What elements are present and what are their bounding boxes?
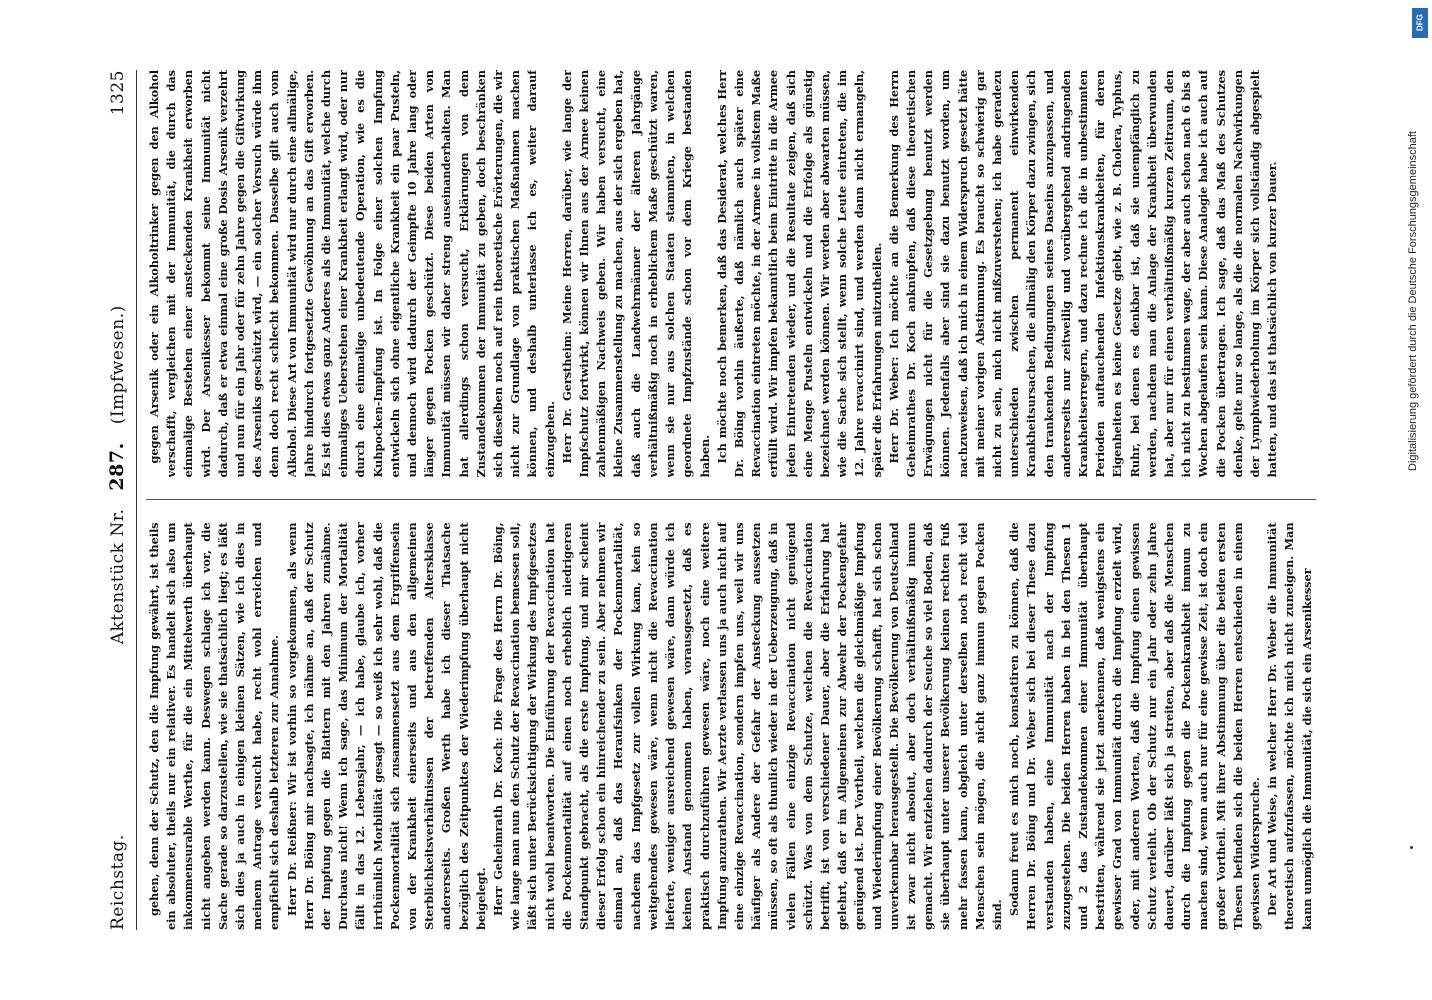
document-page [76, 30, 1356, 970]
paragraph: Herr Dr. Reißner: Wir ist vorhin so vorgekommen, als wenn Herr Dr. Böing mir nachsagte, ich nähme an, daß der Schutz der Impfung gegen die Blattern mit den Jahren zunähme. Durchaus nicht! Wenn ich sage, das Minimum der Mortalität fällt in das 12. Lebensjahr, — ich habe, glaube ich, vorher irrthümlich Morbilität gesagt — so weiß ich sehr wohl, daß die Pockenmortalität sich zusammensetzt aus dem Ergriffensein von der Krankheit einerseits und aus den allgemeinen Sterblichkeitsverhältnissen der betreffenden Altersklasse andererseits. Großen Werth habe ich dieser Thatsache bezüglich des Zeitpunktes der Wiederimpfung überhaupt nicht beigelegt. [284, 522, 488, 930]
paragraph: gehen, denn der Schutz, den die Impfung gewährt, ist theils ein absoluter, theils nur ein relativer. Es handelt sich also um inkommensurable Werthe, für die ein Mittelwerth überhaupt nicht angeben werden kann. Deswegen schlage ich vor, die Sache gerade so darzustellen, wie sie thatsächlich liegt; es läßt sich dies ja auch in einigen kleinen Sätzen, wie ich dies in meinem Antrage versucht habe, recht wohl erreichen und empfiehlt sich deshalb letzteren zur Annahme. [147, 522, 282, 930]
paragraph: Der Art und Weise, in welcher Herr Dr. Weber die Immunität theoretisch aufzufassen, möchte ich mich nicht zuneigen. Man kann unmöglich die Immunität, die sich ein Arsenikesser [1265, 522, 1314, 930]
column-divider [146, 500, 1316, 501]
right-column [146, 70, 1316, 478]
digitization-notice-text: Digitalisierung gefördert durch die Deutsche Forschungsgemeinschaft [1407, 131, 1419, 471]
text-columns [146, 70, 1316, 930]
paragraph: Herr Dr. Gerstheim: Meine Herren, darüber, wie lange der Impfschutz fortwirkt, können wir Ihnen aus der Armee keinen zahlenmäßigen Nachweis geben. Wir haben versucht, eine kleine Zusammenstellung zu machen, aus der sich ergeben hat, daß auch die Landwehrmänner der älteren Jahrgänge verhältnißmäßig noch in erheblichem Maße geschützt waren, wenn sie nur aus solchen Staaten stammten, in welchen geordnete Impfzustände schon vor dem Kriege bestanden haben. [559, 70, 712, 478]
header-topic: (Impfwesen.) [108, 305, 128, 425]
header-center [106, 305, 128, 644]
paragraph: Ich möchte noch bemerken, daß das Desiderat, welches Herr Dr. Böing vorhin äußerte, daß nämlich auch später eine Revaccination eintreten möchte, in der Armee in vollstem Maße erfüllt wird. Wir impfen bekanntlich beim Eintritte in die Armee jeden Eintretenden wieder, und die Resultate zeigen, daß sich eine Menge Pusteln entwickeln und die Erfolge als günstig bezeichnet werden können. Wir werden aber abwarten müssen, wie die Sache sich stellt, wenn solche Leute eintreten, die im 12. Jahre revaccinirt sind, und werden dann nicht ermangeln, später die Erfahrungen mitzutheilen. [714, 70, 884, 478]
paragraph: gegen Arsenik oder ein Alkoholtrinker gegen den Alkohol verschafft, vergleichen mit der Immunität, die durch das einmalige Bestehen einer ansteckenden Krankheit erworben wird. Der Arsenikesser bekommt seine Immunität nicht dadurch, daß er etwa einmal eine große Dosis Arsenik verzehrt und nun für ein Jahr oder für zehn Jahre gegen die Giftwirkung des Arseniks geschützt wird, — ein solcher Versuch würde ihm denn doch recht schlecht bekommen. Dasselbe gilt auch vom Alkohol. Diese Art von Immunität wird nur durch eine allmälige, Jahre hindurch fortgesetzte Gewöhnung an das Gift erworben. Es ist dies etwas ganz Anderes als die Immunität, welche durch einmaliges Ueberstehen einer Krankheit erlangt wird, oder nur durch eine einmalige unbedeutende Operation, wie es die Kuhpocken-Impfung ist. In Folge einer solchen Impfung entwickeln sich ohne eigentliche Krankheit ein paar Pusteln, und dennoch wird dadurch der Geimpfte 10 Jahre lang oder länger gegen Pocken geschützt. Diese beiden Arten von Immunität müssen wir daher streng auseinanderhalten. Man hat allerdings schon versucht, Erklärungen von dem Zustandekommen der Immunität zu geben, doch beschränken sich dieselben noch auf rein theoretische Erörterungen, die wir nicht zur Grundlage von praktischen Maßnahmen machen können, und deshalb unterlasse ich es, weiter darauf einzugehen. [147, 70, 557, 478]
header-document-label: Aktenstück Nr. [108, 508, 128, 645]
paragraph: Herr Geheimrath Dr. Koch: Die Frage des Herrn Dr. Böing, wie lange man nun den Schutz der Revaccination bemessen soll, läßt sich unter Berücksichtigung der Wirkung des Impfgesetzes nicht wohl beantworten. Die Einführung der Revaccination hat die Pockenmortalität auf einen noch erheblich niedrigeren Standpunkt gebracht, als die erste Impfung, und mir scheint dieser Erfolg schon ein hinreichender zu sein. Aber nehmen wir einmal an, daß das Heraufsinken der Pockenmortalität, nachdem das Impfgesetz zur vollen Wirkung kam, kein so weitgehendes gewesen wäre, wenn nicht die Revaccination lieferte, weniger ausreichend gewesen wäre, dann würde ich keinen Anstand genommen haben, vorausgesetzt, daß es praktisch durchzuführen gewesen wäre, noch eine weitere Impfung anzurathen. Wir Aerzte verlassen uns ja auch nicht auf eine einzige Revaccination, sondern impfen uns, weil wir uns häufiger als Andere der Gefahr der Ansteckung aussetzen müssen, so oft als thunlich wieder in der Ueberzeugung, daß in vielen Fällen eine einzige Revaccination nicht genügend schützt. Was von dem Schutze, welchen die Revaccination betrifft, ist von verschiedener Dauer, aber die Erfahrung hat gelehrt, daß er im Allgemeinen zur Abwehr der Pockengefahr genügend ist. Der Vortheil, welchen die gleichmäßige Impfung und Wiederimpfung einer Bevölkerung schafft, hat sich schon unverkennbar herausgestellt. Die Bevölkerung von Deutschland ist zwar nicht absolut, aber doch verhältnißmäßig immun gemacht. Wir entziehen dadurch der Seuche so viel Boden, daß sie überhaupt unter unserer Bevölkerung keinen rechten Fuß mehr fassen kann, obgleich unter derselben noch recht viel Menschen sein mögen, die nicht ganz immun gegen Pocken sind. [491, 522, 1004, 930]
header-document-number: 287. [106, 442, 128, 491]
paragraph: Sodann freut es mich noch, konstatiren zu können, daß die Herren Dr. Böing und Dr. Weber sich bei dieser These dazu verstanden haben, eine Immunität nach der Impfung zuzugestehen. Die beiden Herren haben in bei den Thesen 1 und 2 das Zustandekommen einer Immunität überhaupt bestritten, während sie jetzt anerkennen, daß wenigstens ein gewisser Grad von Immunität durch die Impfung erzielt wird, oder, mit anderen Worten, daß die Impfung einen gewissen Schutz verleiht. Ob der Schutz nur ein Jahr oder zehn Jahre dauert, darüber läßt sich ja streiten, aber daß die Menschen durch die Impfung gegen die Pockenkrankheit immun zu machen sind, wenn auch nur für eine gewisse Zeit, ist doch ein großer Vortheil. Mit ihrer Abstimmung über die beiden ersten Thesen befinden sich die beiden Herren entschieden in einem gewissen Widerspruche. [1007, 522, 1262, 930]
digitization-notice [1398, 8, 1428, 598]
scan-speck [1410, 846, 1413, 849]
page-number: 1325 [108, 70, 128, 116]
dfg-logo: DFG [1412, 8, 1428, 38]
left-column [146, 523, 1316, 931]
paragraph: Herr Dr. Weber: Ich möchte an die Bemerkung des Herrn Geheimrathes Dr. Koch anknüpfen, daß diese theoretischen Erwägungen nicht für die Gesetzgebung benutzt werden können. Jedenfalls aber sind sie dazu benutzt worden, um nachzuweisen, daß ich mich in einem Widerspruch gesetzt hätte mit meiner vorigen Abstimmung. Es braucht so schwierig gar nicht zu sein, mich nicht mißzuverstehen; ich habe geradezu unterschieden zwischen permanent einwirkenden Krankheitsursachen, die allmälig den Körper dazu zwingen, sich den trankenden Bedingungen seines Daseins anzupassen, und andererseits nur zeitweilig und vorübergehend andringenden Krankheitserregern, und dazu rechne ich die in unbestimmten Perioden auftauchenden Infektionskrankheiten, für deren Eigenheiten es keine Gesetze giebt, wie z. B. Cholera, Typhus, Ruhr, bei denen es denkbar ist, daß sie unempfänglich zu werden, nachdem man die Anlage der Krankheit überwunden hat, aber nur für einen verhältnißmäßig kurzen Zeitraum, den ich nicht zu bestimmen wage, der aber auch schon nach 6 bis 8 Wochen abgelaufen sein kann. Diese Analogie habe ich auch auf die Pocken übertragen. Ich sage, daß das Maß des Schutzes denke, gelte nur so lange, als die die normalen Nachwirkungen der Lymphwiederholung im Körper sich vollständig abgespielt hatten, und das ist thatsächlich von kurzer Dauer. [886, 70, 1280, 478]
header-left: Reichstag. [108, 834, 128, 930]
page-header [106, 70, 137, 930]
